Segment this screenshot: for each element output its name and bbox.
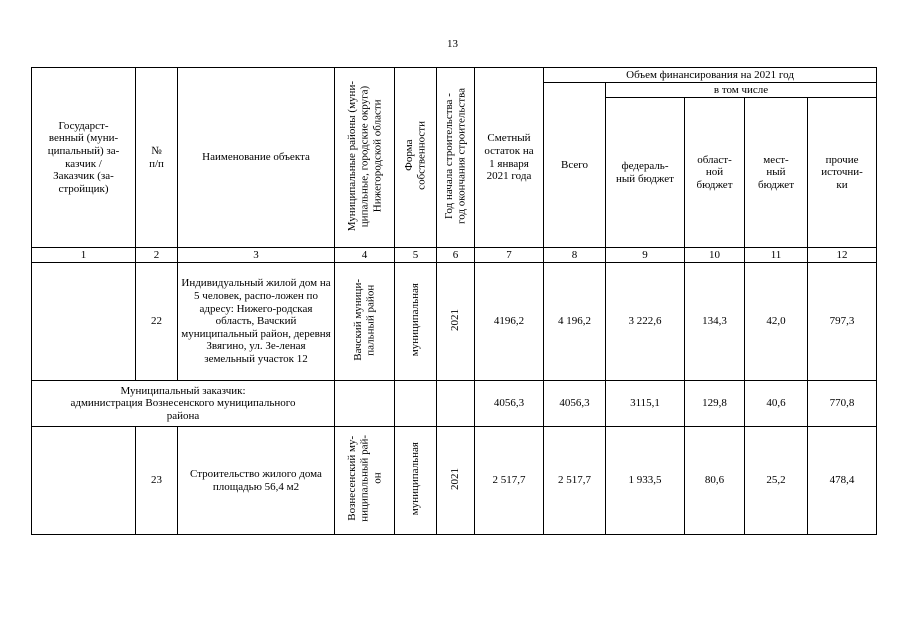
cell-federal: 1 933,5	[606, 427, 685, 535]
column-number: 2	[136, 248, 178, 263]
cell-total: 4056,3	[544, 381, 606, 427]
cell-object-name: Индивидуальный жилой дом на 5 человек, распо-ложен по адресу: Нижего-родская область, Вачский муниципальный район, деревня Звягино, ул. Зе-леная земельный участок 12	[178, 263, 335, 381]
cell-years: 2021	[437, 427, 475, 535]
cell-years: 2021	[437, 263, 475, 381]
cell-regional: 80,6	[685, 427, 745, 535]
cell-ownership: муниципальная	[395, 263, 437, 381]
table-row	[32, 263, 877, 381]
column-number: 8	[544, 248, 606, 263]
cell-regional: 129,8	[685, 381, 745, 427]
header-object-name: Наименование объекта	[178, 68, 335, 248]
cell-municipal-customer-label: Муниципальный заказчик: администрация Вознесенского муниципального района	[32, 381, 335, 427]
header-including: в том числе	[606, 83, 877, 98]
table-row	[32, 427, 877, 535]
cell-total: 2 517,7	[544, 427, 606, 535]
table-row-municipal-customer	[32, 381, 877, 427]
header-estimate-balance: Сметный остаток на 1 января 2021 года	[475, 68, 544, 248]
cell-object-name: Строительство жилого дома площадью 56,4 м2	[178, 427, 335, 535]
header-financing-title: Объем финансирования на 2021 год	[544, 68, 877, 83]
header-row-1	[32, 68, 877, 83]
column-number: 9	[606, 248, 685, 263]
cell-federal: 3115,1	[606, 381, 685, 427]
column-number: 10	[685, 248, 745, 263]
cell-regional: 134,3	[685, 263, 745, 381]
column-number: 11	[745, 248, 808, 263]
financing-table	[31, 67, 877, 535]
header-local: мест- ный бюджет	[745, 98, 808, 248]
page-number: 13	[447, 38, 458, 50]
cell-estimate-balance: 4056,3	[475, 381, 544, 427]
cell-estimate-balance: 2 517,7	[475, 427, 544, 535]
cell-customer	[32, 427, 136, 535]
column-number: 7	[475, 248, 544, 263]
column-numbers-row	[32, 248, 877, 263]
header-num: № п/п	[136, 68, 178, 248]
header-district: Муниципальные районы (муни- ципальные, городские округа) Нижегородской области	[335, 68, 395, 248]
cell-local: 25,2	[745, 427, 808, 535]
cell-other: 797,3	[808, 263, 877, 381]
cell-total: 4 196,2	[544, 263, 606, 381]
cell-ownership: муниципальная	[395, 427, 437, 535]
header-years: Год начала строительства - год окончания строительства	[437, 68, 475, 248]
cell-other: 770,8	[808, 381, 877, 427]
header-other: прочие источни- ки	[808, 98, 877, 248]
column-number: 1	[32, 248, 136, 263]
cell-estimate-balance: 4196,2	[475, 263, 544, 381]
column-number: 3	[178, 248, 335, 263]
cell-local: 42,0	[745, 263, 808, 381]
header-ownership: Форма собственности	[395, 68, 437, 248]
column-number: 5	[395, 248, 437, 263]
column-number: 6	[437, 248, 475, 263]
column-number: 4	[335, 248, 395, 263]
cell-district: Вознесенский му- ниципальный рай- он	[335, 427, 395, 535]
header-total: Всего	[544, 83, 606, 248]
cell-local: 40,6	[745, 381, 808, 427]
header-customer: Государст- венный (муни- ципальный) за- казчик / Заказчик (за- стройщик)	[32, 68, 136, 248]
cell-other: 478,4	[808, 427, 877, 535]
cell-num: 23	[136, 427, 178, 535]
header-federal: федераль- ный бюджет	[606, 98, 685, 248]
header-regional: област- ной бюджет	[685, 98, 745, 248]
cell-empty	[437, 381, 475, 427]
column-number: 12	[808, 248, 877, 263]
cell-customer	[32, 263, 136, 381]
cell-num: 22	[136, 263, 178, 381]
cell-district: Вачский муници- пальный район	[335, 263, 395, 381]
cell-empty	[335, 381, 395, 427]
cell-empty	[395, 381, 437, 427]
cell-federal: 3 222,6	[606, 263, 685, 381]
